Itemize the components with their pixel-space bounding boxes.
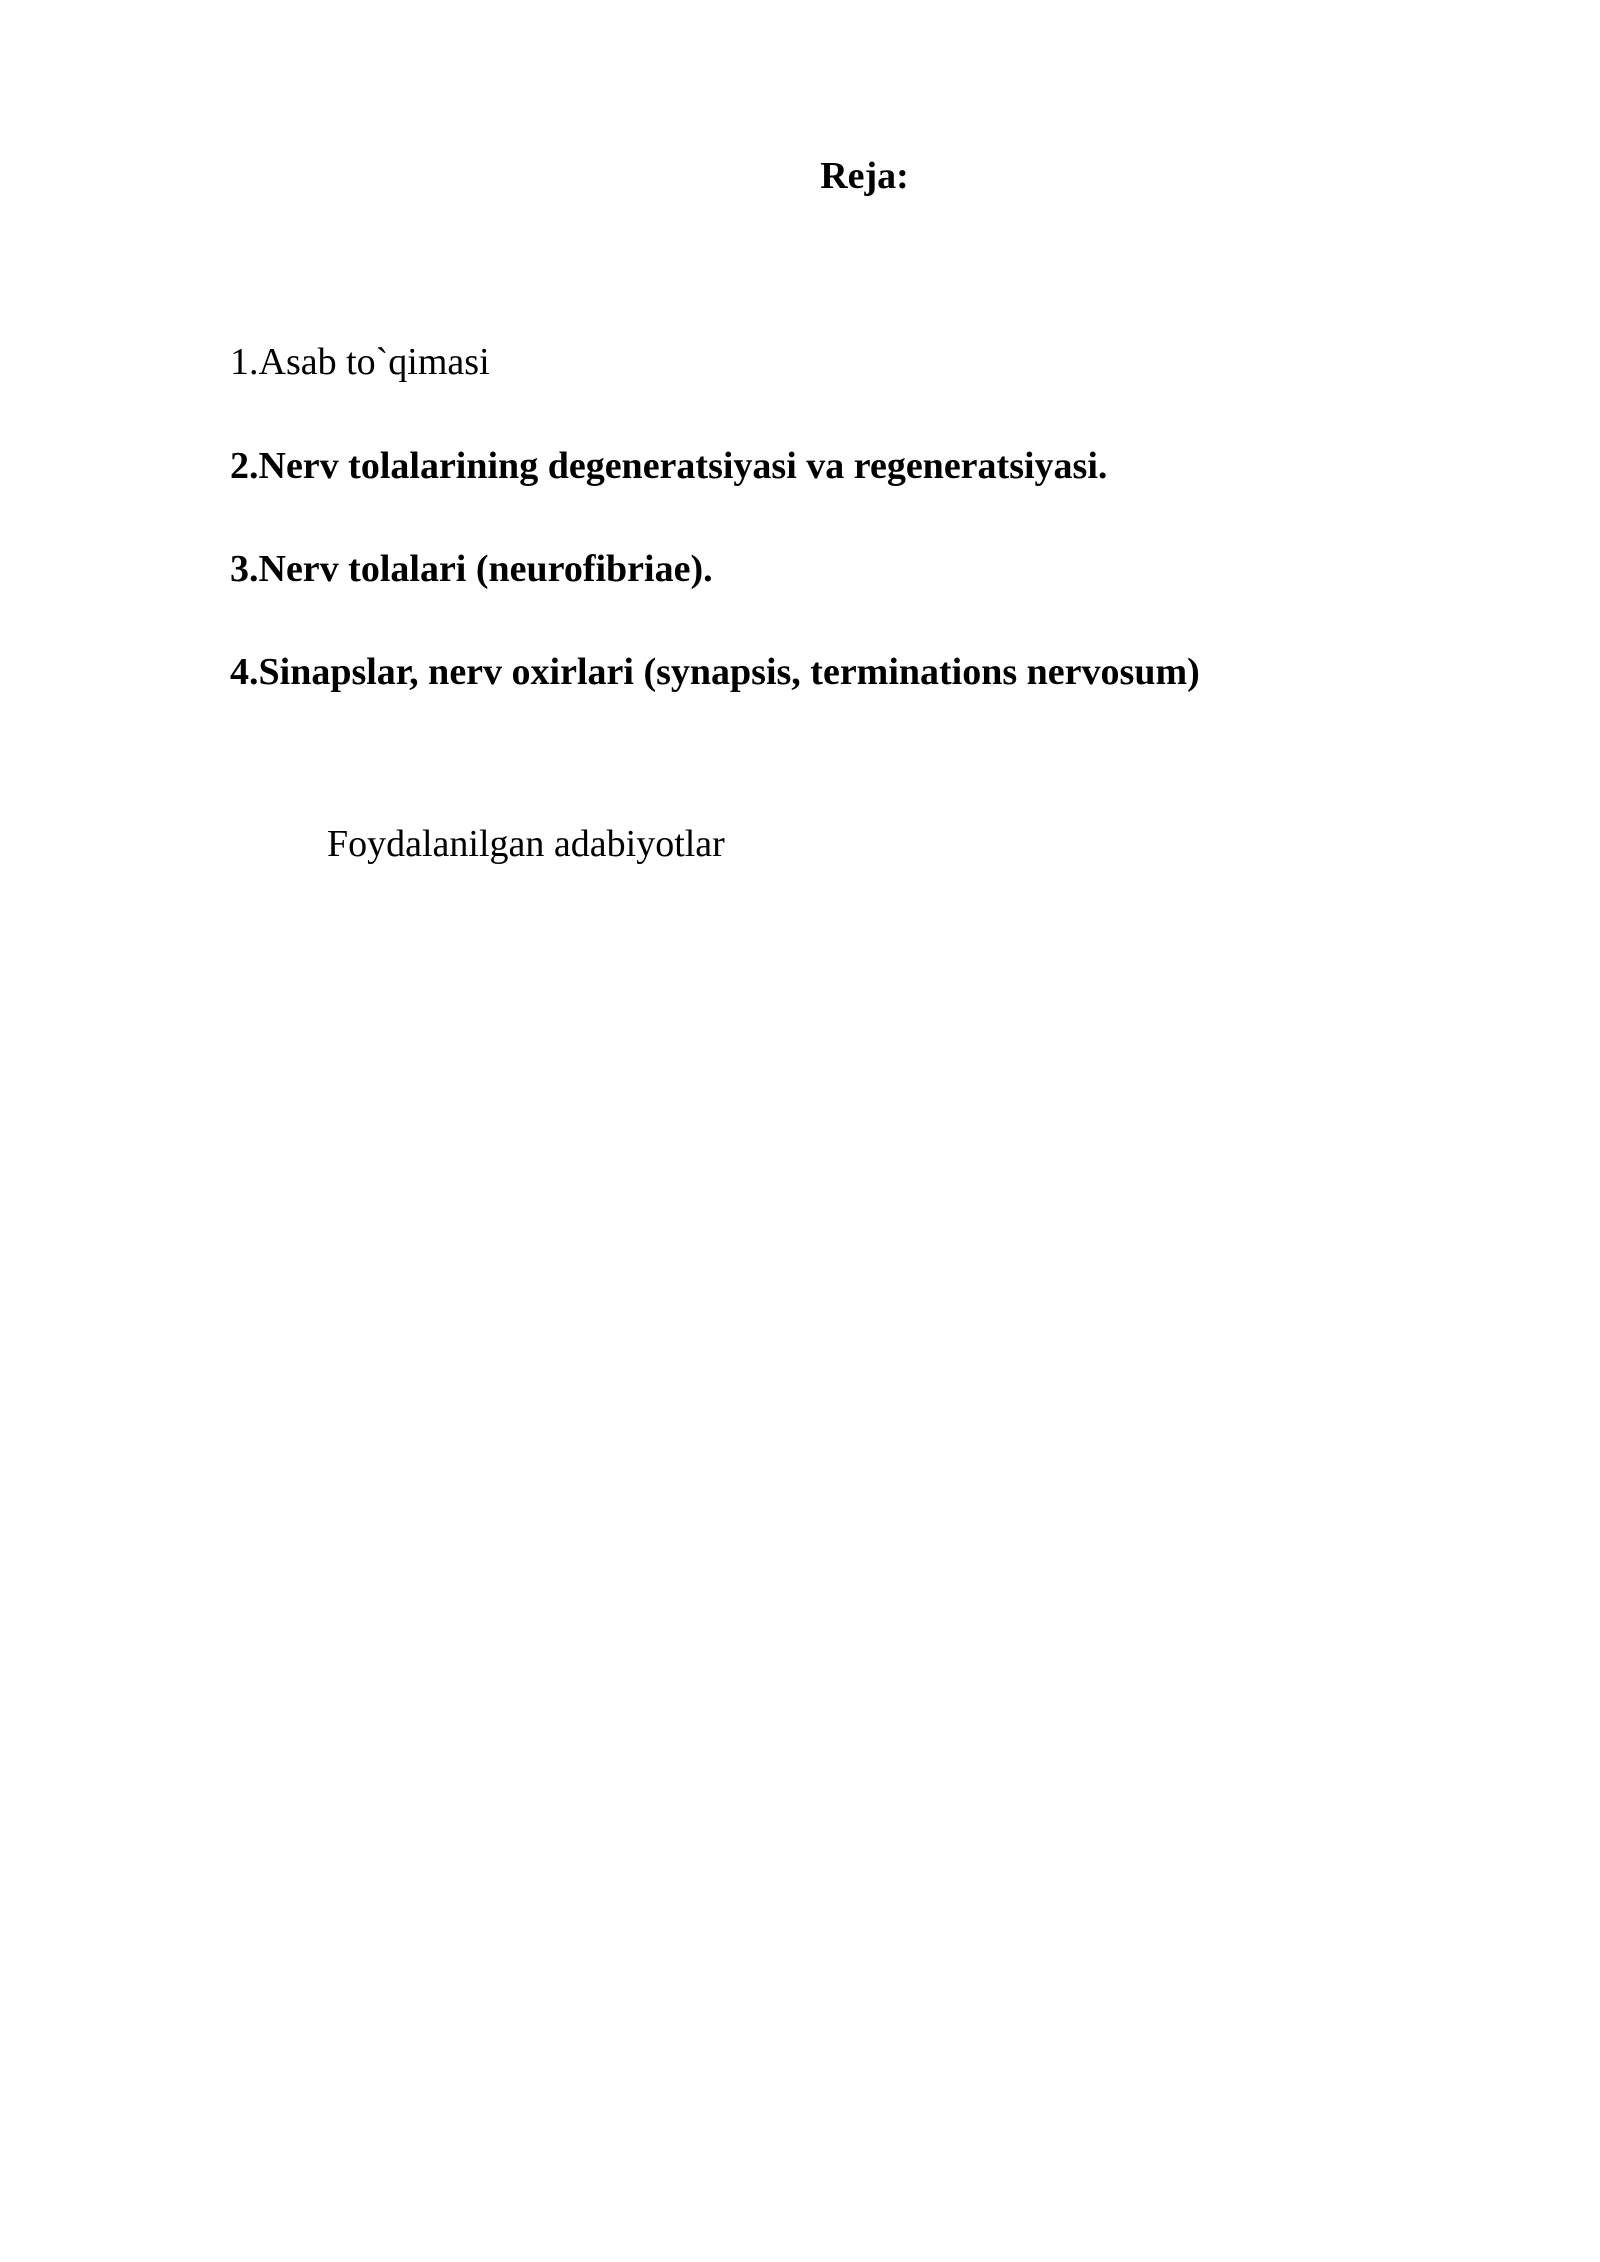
references-heading: Foydalanilgan adabiyotlar: [327, 823, 725, 865]
plan-item-1: 1.Asab to`qimasi: [230, 341, 490, 383]
plan-item-4: 4.Sinapslar, nerv oxirlari (synapsis, terminations nervosum): [230, 651, 1200, 693]
page-title: Reja:: [820, 155, 909, 197]
plan-item-3: 3.Nerv tolalari (neurofibriae).: [230, 548, 713, 590]
plan-item-2: 2.Nerv tolalarining degeneratsiyasi va regeneratsiyasi.: [230, 445, 1108, 487]
